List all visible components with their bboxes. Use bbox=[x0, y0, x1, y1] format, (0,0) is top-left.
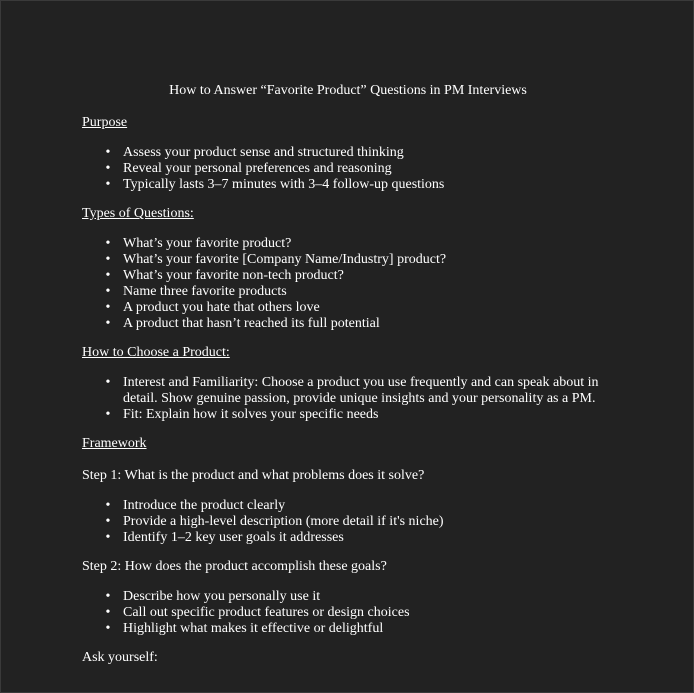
bullet-icon: • bbox=[105, 514, 111, 529]
step-2-list bbox=[82, 589, 622, 637]
bullet-icon: • bbox=[105, 300, 111, 315]
bullet-icon: • bbox=[105, 605, 111, 620]
list-item: • Identify 1–2 key user goals it addresses bbox=[123, 530, 622, 546]
list-item: • What’s your favorite product? bbox=[123, 236, 622, 252]
bullet-icon: • bbox=[105, 284, 111, 299]
bullet-icon: • bbox=[105, 589, 111, 604]
list-item: • Typically lasts 3–7 minutes with 3–4 follow-up questions bbox=[123, 177, 622, 193]
document-title: How to Answer “Favorite Product” Questions in PM Interviews bbox=[169, 83, 527, 98]
choose-list bbox=[82, 375, 622, 423]
bullet-icon: • bbox=[105, 530, 111, 545]
bullet-icon: • bbox=[105, 252, 111, 267]
types-list bbox=[82, 236, 622, 332]
ask-yourself-text: Ask yourself: bbox=[82, 650, 158, 665]
bullet-icon: • bbox=[105, 375, 111, 390]
bullet-icon: • bbox=[105, 268, 111, 283]
list-item: • Highlight what makes it effective or delightful bbox=[123, 621, 622, 637]
list-item: • Call out specific product features or design choices bbox=[123, 605, 622, 621]
bullet-icon: • bbox=[105, 316, 111, 331]
bullet-icon: • bbox=[105, 407, 111, 422]
list-item: • Provide a high-level description (more detail if it's niche) bbox=[123, 514, 622, 530]
heading-framework: Framework bbox=[82, 436, 147, 451]
bullet-icon: • bbox=[105, 145, 111, 160]
step-1-text: Step 1: What is the product and what problems does it solve? bbox=[82, 468, 425, 483]
bullet-icon: • bbox=[105, 621, 111, 636]
heading-how-to-choose: How to Choose a Product: bbox=[82, 345, 230, 360]
step-2-text: Step 2: How does the product accomplish these goals? bbox=[82, 559, 387, 574]
document-body bbox=[82, 81, 622, 680]
heading-purpose: Purpose bbox=[82, 115, 128, 130]
list-item: • Name three favorite products bbox=[123, 284, 622, 300]
list-item: • Introduce the product clearly bbox=[123, 498, 622, 514]
list-item: • Assess your product sense and structured thinking bbox=[123, 145, 622, 161]
step-1-list bbox=[82, 498, 622, 546]
list-item: • What’s your favorite [Company Name/Industry] product? bbox=[123, 252, 622, 268]
list-item: • Fit: Explain how it solves your specific needs bbox=[123, 407, 622, 423]
list-item: • A product you hate that others love bbox=[123, 300, 622, 316]
bullet-icon: • bbox=[105, 498, 111, 513]
bullet-icon: • bbox=[105, 177, 111, 192]
list-item: • Reveal your personal preferences and reasoning bbox=[123, 161, 622, 177]
list-item: • A product that hasn’t reached its full potential bbox=[123, 316, 622, 332]
purpose-list bbox=[82, 145, 622, 193]
list-item: • What’s your favorite non-tech product? bbox=[123, 268, 622, 284]
list-item: • Describe how you personally use it bbox=[123, 589, 622, 605]
bullet-icon: • bbox=[105, 161, 111, 176]
list-item: • Interest and Familiarity: Choose a product you use frequently and can speak about in detail. Show genuine passion, provide unique insights and your personality as a PM. bbox=[123, 375, 622, 407]
heading-types-of-questions: Types of Questions: bbox=[82, 206, 194, 221]
bullet-icon: • bbox=[105, 236, 111, 251]
